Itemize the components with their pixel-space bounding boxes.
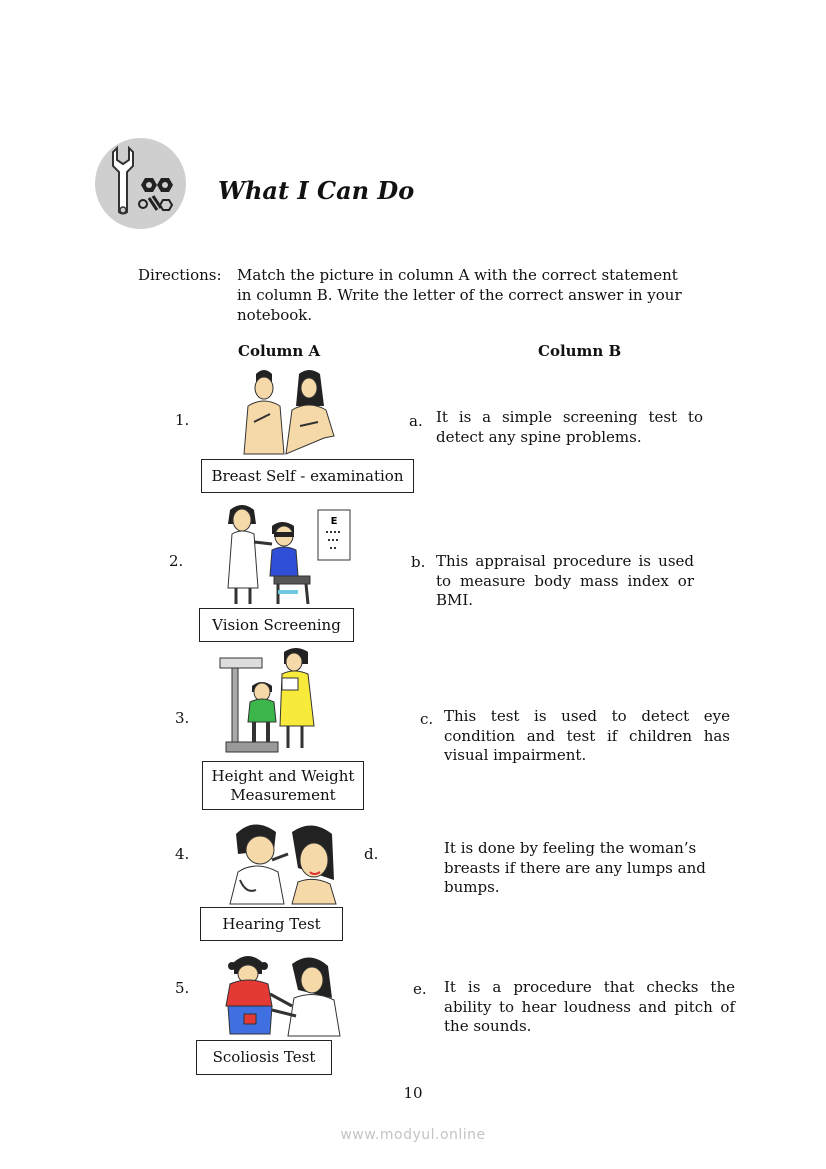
column-b-heading: Column B — [538, 342, 622, 360]
statement-text: It is a procedure that checks the ability to hear loudness and pitch of the sounds. — [444, 978, 735, 1035]
statement-letter: a. — [409, 412, 423, 430]
vision-screening-illustration — [222, 500, 354, 608]
statement-letter: e. — [413, 980, 427, 998]
item-number: 5. — [175, 979, 190, 997]
item-number: 1. — [175, 411, 190, 429]
item-label-box: Vision Screening — [199, 608, 354, 642]
item-number: 4. — [175, 845, 190, 863]
statement-text: It is done by feeling the woman’s breasts if there are any lumps and bumps. — [444, 839, 706, 896]
item-label-box: Hearing Test — [200, 907, 343, 941]
column-a-heading: Column A — [238, 342, 321, 360]
section-badge — [95, 138, 186, 229]
item-number: 2. — [169, 552, 184, 570]
hearing-test-illustration — [226, 820, 338, 904]
breast-exam-illustration — [214, 366, 344, 456]
item-label-box: Breast Self - examination — [201, 459, 414, 493]
item-label-box: Height and Weight Measurement — [202, 761, 364, 810]
page-number: 10 — [403, 1084, 423, 1102]
watermark: www.modyul.online — [340, 1127, 486, 1143]
page-title: What I Can Do — [218, 176, 415, 205]
svg-text:E: E — [330, 516, 338, 527]
scoliosis-test-illustration — [222, 954, 340, 1036]
item-number: 3. — [175, 709, 190, 727]
statement-letter: d. — [364, 845, 379, 863]
statement-text: This test is used to detect eye condition and test if children has visual impairment. — [444, 707, 730, 764]
directions-label: Directions: — [138, 266, 222, 284]
statement-text: This appraisal procedure is used to measure body mass index or BMI. — [436, 552, 694, 609]
item-label-box: Scoliosis Test — [196, 1040, 332, 1075]
tools-icon — [95, 138, 186, 229]
directions-text: Match the picture in column A with the correct statement in column B. Write the letter of the correct answer in your notebook. — [237, 266, 682, 324]
height-weight-illustration — [218, 646, 318, 758]
statement-text: It is a simple screening test to detect any spine problems. — [436, 408, 703, 446]
statement-letter: b. — [411, 553, 426, 571]
statement-letter: c. — [420, 710, 434, 728]
